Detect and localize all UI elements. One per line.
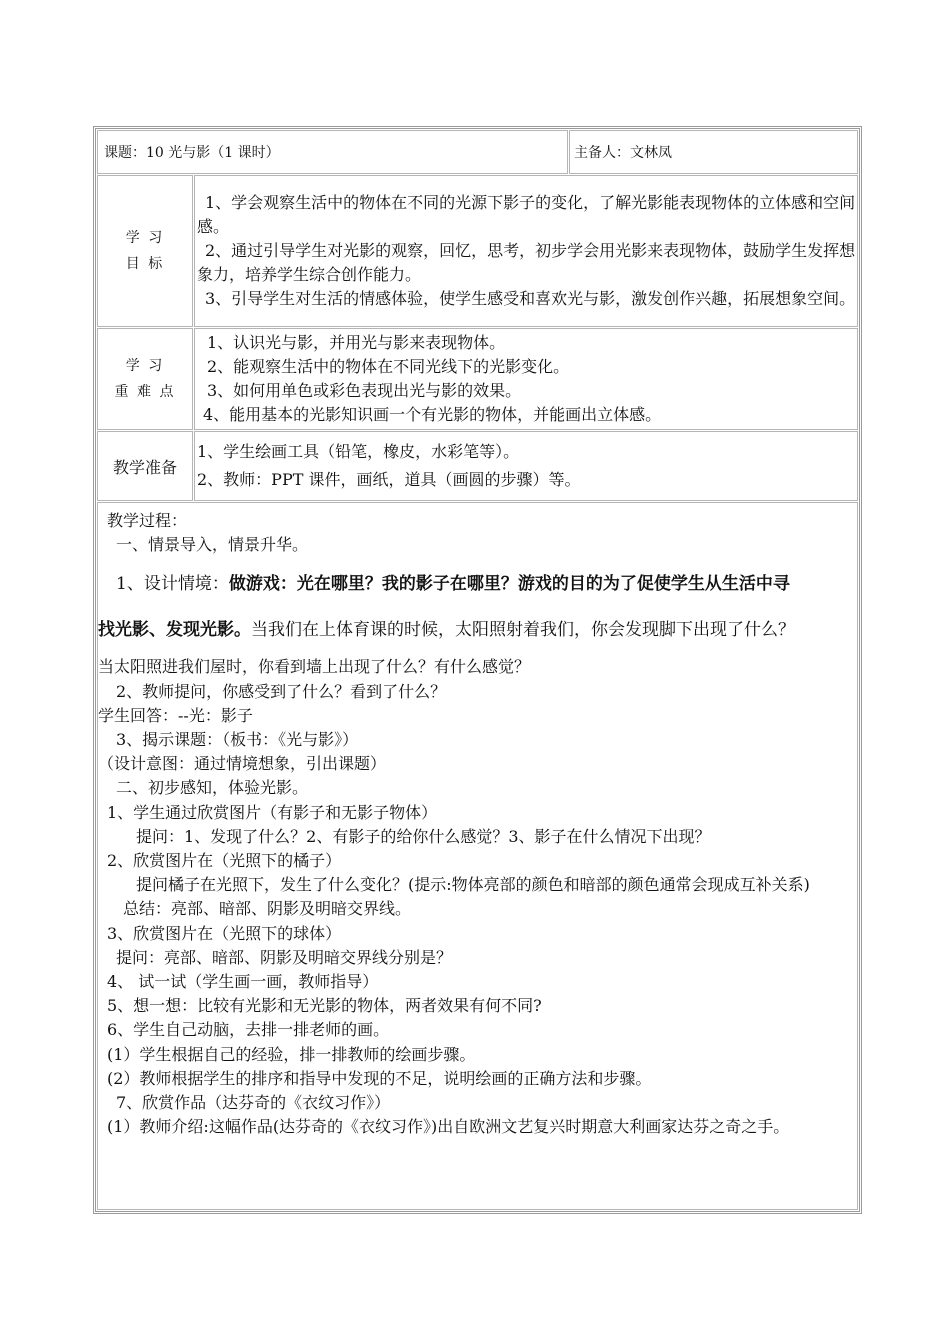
key-points-row [97,328,858,430]
process-item: 5、想一想：比较有光影和无光影的物体，两者效果有何不同? [107,996,542,1016]
process-subitem: (1）学生根据自己的经验，排一排教师的绘画步骤。 [107,1044,476,1064]
objectives-content [194,175,858,327]
process-summary: 总结：亮部、暗部、阴影及明暗交界线。 [123,899,412,919]
process-item: 3、欣赏图片在（光照下的球体） [107,923,342,943]
process-row [97,502,858,1210]
preparer-cell: 主备人：文林凤 [569,130,858,174]
section-heading: 一、情景导入，情景升华。 [116,535,309,555]
objectives-row [97,175,858,327]
process-item: 6、学生自己动脑，去排一排老师的画。 [107,1020,390,1040]
lesson-plan-table [93,126,862,1214]
process-item: 1、学生通过欣赏图片（有影子和无影子物体） [107,802,438,822]
step-1-continued [98,611,857,649]
key-point-item: 2、能观察生活中的物体在不同光线下的光影变化。 [207,357,570,376]
preparation-content [194,431,858,501]
title-row [97,130,858,174]
preparation-row [97,431,858,501]
process-subitem: (2）教师根据学生的排序和指导中发现的不足，说明绘画的正确方法和步骤。 [107,1068,652,1088]
key-point-item: 3、如何用单色或彩色表现出光与影的效果。 [207,381,522,400]
preparation-item: 1、学生绘画工具（铅笔，橡皮，水彩笔等）。 [197,442,520,461]
process-heading: 教学过程： [107,511,188,530]
key-points-label-line1: 学 习 [125,358,165,374]
step-1-prefix: 1、设计情境： [116,574,229,595]
process-content [97,502,858,1210]
key-point-item: 4、能用基本的光影知识画一个有光影的物体，并能画出立体感。 [203,405,662,424]
objectives-label-line1: 学 习 [125,230,165,246]
objective-item: 3、引导学生对生活的情感体验，使学生感受和喜欢光与影，激发创作兴趣，拓展想象空间。 [205,289,856,308]
process-item: 7、欣赏作品（达芬奇的《衣纹习作》） [116,1093,391,1113]
step-1-game: 做游戏：光在哪里？我的影子在哪里？游戏的目的为了促使学生从生活中寻 [228,574,790,595]
key-points-content [194,328,858,430]
step-1-line3: 当太阳照进我们屋时，你看到墙上出现了什么？有什么感觉？ [98,657,531,677]
key-points-label [97,328,193,430]
step-1-question: 当我们在上体育课的时候，太阳照射着我们，你会发现脚下出现了什么？ [251,620,795,641]
process-question: 提问：1、发现了什么？2、有影子的给你什么感觉？3、影子在什么情况下出现？ [136,826,711,846]
objectives-label-line2: 目 标 [125,256,165,272]
student-answer: 学生回答：--光：影子 [98,705,253,725]
objectives-label [97,175,193,327]
step-1 [98,557,857,611]
preparation-label: 教学准备 [97,431,193,501]
step-1-goal: 找光影、发现光影。 [98,620,251,641]
process-question: 提问：亮部、暗部、阴影及明暗交界线分别是？ [116,947,453,967]
key-points-label-line2: 重 难 点 [114,384,176,400]
objective-item: 1、学会观察生活中的物体在不同的光源下影子的变化，了解光影能表现物体的立体感和空间感。 [197,193,856,236]
step-2: 2、教师提问，你感受到了什么？看到了什么？ [116,681,447,701]
process-subitem: (1）教师介绍:这幅作品(达芬奇的《衣纹习作》)出自欧洲文艺复兴时期意大利画家达芬之奇之手。 [107,1117,790,1137]
lesson-plan-sheet [93,126,858,1214]
process-question: 提问橘子在光照下，发生了什么变化？(提示:物体亮部的颜色和暗部的颜色通常会现成互补关系) [136,875,810,895]
topic-cell: 课题：10 光与影（1 课时） [97,130,568,174]
process-item: 2、欣赏图片在（光照下的橘子） [107,851,342,871]
objective-item: 2、通过引导学生对光影的观察，回忆，思考，初步学会用光影来表现物体，鼓励学生发挥想象力，培养学生综合创作能力。 [197,241,856,284]
preparation-item: 2、教师：PPT 课件，画纸，道具（画圆的步骤）等。 [197,470,581,489]
step-3: 3、揭示课题：（板书：《光与影》） [116,730,359,750]
section-heading: 二、初步感知，体验光影。 [116,778,309,798]
process-item: 4、 试一试（学生画一画，教师指导） [107,972,379,992]
key-point-item: 1、认识光与影，并用光与影来表现物体。 [207,333,506,352]
design-intent: （设计意图：通过情境想象，引出课题） [98,754,387,774]
